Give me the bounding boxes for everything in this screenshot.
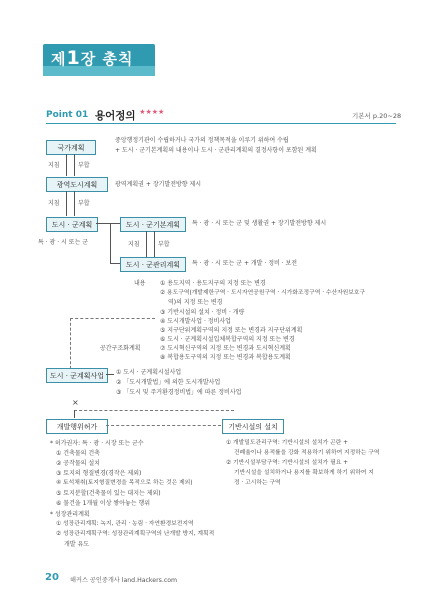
project-item-1: ① 도시 · 군계획시설사업	[116, 369, 182, 376]
chapter-suffix: 장	[80, 50, 97, 68]
project-item-2: ② 「도시개발법」에 의한 도시개발사업	[116, 379, 221, 386]
connector	[154, 231, 155, 257]
point-title	[95, 108, 164, 123]
follow-label: 부합	[158, 241, 170, 248]
connector	[110, 223, 111, 263]
left-note-6: ⑤ 토지분할(건축물이 있는 대지는 제외)	[56, 490, 161, 497]
page-number: 20	[45, 572, 59, 583]
content-item-5: ⑤ 지구단위계획구역의 지정 또는 변경과 지구단위계획	[160, 327, 303, 334]
connector	[96, 223, 120, 224]
national-desc-1: 중앙행정기관이 수립하거나 국가의 정책목적을 이루기 위하여 수립	[115, 137, 289, 144]
left-note-5: ④ 토석채취(토지형질변경을 목적으로 하는 것은 제외)	[56, 480, 193, 486]
left-note-7: ⑥ 물건을 1개월 이상 쌓아놓는 행위	[56, 500, 151, 507]
left-note-1: * 허가권자: 특 · 광 · 시장 또는 군수	[50, 440, 144, 447]
reference-pages: 기본서 p.20~28	[352, 112, 402, 120]
cross-mark: ×	[72, 398, 79, 407]
content-item-7: ⑦ 도시혁신구역의 지정 또는 변경과 도시혁신계획	[160, 345, 291, 352]
national-desc-2: + 도시 · 군기본계획의 내용이나 도시 · 군관리계획의 결정사항이 포함된 계획	[115, 147, 317, 154]
project-item-3: ③ 「도시 및 주거환경정비법」에 따른 정비사업	[116, 389, 242, 396]
connector	[74, 191, 75, 216]
chapter-banner	[43, 44, 155, 76]
development-box: 개발행위허가	[46, 419, 108, 434]
guide-label: 지침	[48, 162, 60, 169]
dashed-connector	[74, 410, 234, 419]
left-note-9: ① 성장관리계획: 녹지, 관리 · 농림 · 자연환경보전지역	[56, 521, 194, 527]
guide-label: 지침	[128, 241, 140, 248]
guide-label: 지침	[48, 200, 60, 207]
content-item-2b: 역)의 지정 또는 변경	[168, 299, 223, 306]
importance-stars: ★★★★	[139, 108, 165, 116]
footer-text: 해커스 공인중개사 land.Hackers.com	[70, 577, 178, 584]
content-item-3: ③ 기반시설의 설치 · 정비 · 개량	[160, 309, 245, 316]
city-note: 특 · 광 · 시 또는 군	[38, 239, 89, 246]
basic-desc: 특 · 광 · 시 또는 군 및 생활권 + 장기발전방향 제시	[192, 220, 327, 227]
connector	[74, 410, 75, 418]
regional-plan-box: 광역도시계획	[46, 177, 108, 192]
content-item-2: ② 용도구역(개발제한구역 · 도시자연공원구역 · 시가화조정구역 · 수산자원보호구	[160, 290, 366, 296]
management-plan-box: 도시 · 군관리계획	[120, 257, 186, 272]
content-item-6: ⑥ 도시 · 군계획시설입체복합구역의 지정 또는 변경	[160, 336, 295, 343]
left-note-3: ② 공작물의 설치	[56, 460, 100, 467]
infrastructure-box: 기반시설의 설치	[222, 419, 284, 434]
right-note-5: 정 · 고시하는 구역	[234, 480, 281, 486]
left-note-2: ① 건축물의 건축	[56, 450, 100, 457]
connector	[106, 374, 114, 375]
right-note-4: 기반시설을 설치하거나 용지를 확보하게 하기 위하여 지	[234, 470, 374, 476]
national-plan-box: 국가계획	[46, 140, 96, 155]
right-note-1: ① 개발밀도관리구역: 기반시설의 설치가 곤란 +	[226, 440, 349, 446]
header-divider	[46, 123, 396, 124]
chapter-prefix: 제	[51, 50, 67, 68]
basic-plan-box: 도시 · 군기본계획	[120, 217, 186, 232]
connector	[110, 263, 120, 264]
project-box: 도시 · 군계획사업	[46, 368, 108, 383]
left-note-4: ③ 토지의 형질변경(경작은 제외)	[56, 470, 142, 477]
content-label: 내용	[134, 280, 146, 287]
dashed-connector	[106, 425, 221, 427]
right-note-3: ② 기반시설부담구역: 기반시설의 설치가 필요 +	[226, 460, 349, 466]
management-desc: 특 · 광 · 시 또는 군 + 개발 · 정비 · 보전	[192, 260, 298, 267]
content-item-4: ④ 도시개발사업 · 정비사업	[160, 318, 231, 325]
follow-label: 부합	[78, 200, 90, 207]
connector	[146, 231, 147, 257]
chapter-number: 1	[66, 47, 81, 69]
connector	[66, 154, 67, 176]
left-note-11: 개발 유도	[64, 541, 90, 548]
spatial-plan-label: 공간구조화계획	[100, 345, 141, 352]
left-note-8: * 성장관리계획	[50, 511, 90, 518]
city-plan-box: 도시 · 군계획	[46, 217, 98, 232]
connector	[66, 191, 67, 216]
point-label: Point 01	[46, 110, 89, 120]
regional-desc: 광역계획권 + 장기발전방향 제시	[115, 181, 202, 188]
dashed-connector	[70, 318, 155, 369]
chapter-title	[51, 47, 133, 69]
connector	[74, 154, 75, 176]
point-title-text: 용어정의	[95, 110, 136, 122]
content-item-8: ⑧ 복합용도구역의 지정 또는 변경과 복합용도계획	[160, 354, 291, 361]
left-note-10: ② 성장관리계획구역: 성장관리계획구역의 난개발 방지, 계획적	[56, 531, 215, 537]
chapter-name: 총칙	[102, 50, 134, 68]
right-note-2: 건폐율이나 용적률을 강화 적용하기 위하여 지정하는 구역	[234, 450, 380, 456]
follow-label: 부합	[78, 162, 90, 169]
content-item-1: ① 용도지역 · 용도지구의 지정 또는 변경	[160, 280, 266, 287]
